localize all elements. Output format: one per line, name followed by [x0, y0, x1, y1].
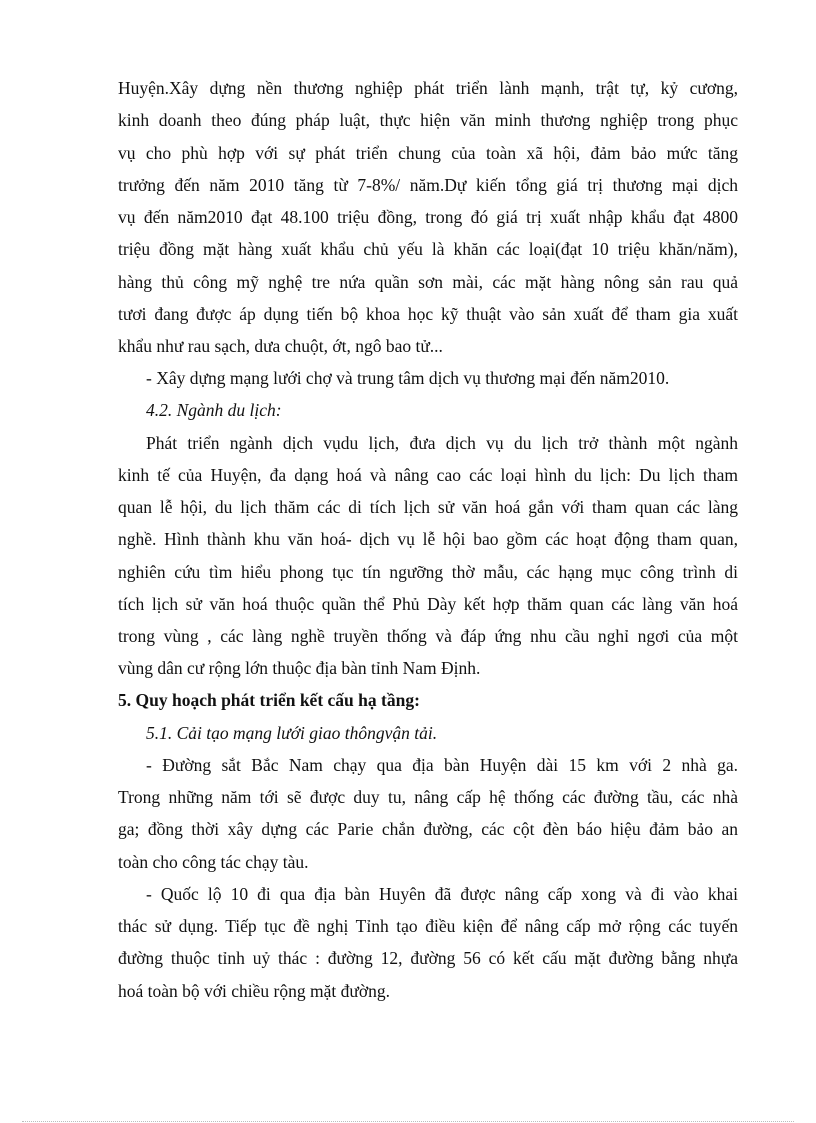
text-line: nghiên cứu tìm hiểu phong tục tín ngưỡng thờ mẫu, các hạng mục công trình di [118, 562, 738, 582]
text-line: ga; đồng thời xây dựng các Parie chắn đường, các cột đèn báo hiệu đảm bảo an [118, 819, 738, 839]
page-bottom-divider [22, 1121, 794, 1122]
text-line: trong vùng , các làng nghề truyền thống và đáp ứng nhu cầu nghỉ ngơi của một [118, 626, 738, 646]
text-line: kinh tế của Huyện, đa dạng hoá và nâng cao các loại hình du lịch: Du lịch tham [118, 465, 738, 485]
bullet-item: - Quốc lộ 10 đi qua địa bàn Huyên đã được nâng cấp xong và đi vào khai [146, 884, 738, 904]
text-line: nghề. Hình thành khu văn hoá- dịch vụ lễ hội bao gồm các hoạt động tham quan, [118, 529, 738, 549]
text-line: quan lễ hội, du lịch thăm các di tích lịch sử văn hoá gắn với tham quan các làng [118, 497, 738, 517]
text-line: Trong những năm tới sẽ được duy tu, nâng cấp hệ thống các đường tầu, các nhà [118, 787, 738, 807]
text-line: toàn cho công tác chạy tàu. [118, 852, 309, 872]
text-line: trưởng đến năm 2010 tăng từ 7-8%/ năm.Dự kiến tổng giá trị thương mại dịch [118, 175, 738, 195]
text-line: thác sử dụng. Tiếp tục đề nghị Tỉnh tạo điều kiện để nâng cấp mở rộng các tuyến [118, 916, 738, 936]
bullet-item: - Xây dựng mạng lưới chợ và trung tâm dịch vụ thương mại đến năm2010. [146, 368, 670, 388]
text-line: vùng dân cư rộng lớn thuộc địa bàn tỉnh Nam Định. [118, 658, 481, 678]
text-line: khẩu như rau sạch, dưa chuột, ớt, ngô bao tử... [118, 336, 443, 356]
text-line: hoá toàn bộ với chiều rộng mặt đường. [118, 981, 390, 1001]
subsection-heading: 5.1. Cải tạo mạng lưới giao thôngvận tải. [146, 723, 438, 743]
text-line: vụ cho phù hợp với sự phát triển chung của toàn xã hội, đảm bảo mức tăng [118, 143, 738, 163]
subsection-heading: 4.2. Ngành du lịch: [146, 400, 282, 420]
text-line: kinh doanh theo đúng pháp luật, thực hiện văn minh thương nghiệp trong phục [118, 110, 738, 130]
text-line: triệu đồng mặt hàng xuất khẩu chủ yếu là khăn các loại(đạt 10 triệu khăn/năm), [118, 239, 738, 259]
text-line: Huyện.Xây dựng nền thương nghiệp phát triển lành mạnh, trật tự, kỷ cương, [118, 78, 738, 98]
text-line: tươi đang được áp dụng tiến bộ khoa học kỹ thuật vào sản xuất để tham gia xuất [118, 304, 738, 324]
text-line: vụ đến năm2010 đạt 48.100 triệu đồng, trong đó giá trị xuất nhập khẩu đạt 4800 [118, 207, 738, 227]
text-line: hàng thủ công mỹ nghệ tre nứa quần sơn mài, các mặt hàng nông sản rau quả [118, 272, 738, 292]
section-heading: 5. Quy hoạch phát triển kết cấu hạ tầng: [118, 690, 420, 710]
bullet-item: - Đường sắt Bắc Nam chạy qua địa bàn Huyện dài 15 km với 2 nhà ga. [146, 755, 738, 775]
text-line: đường thuộc tỉnh uỷ thác : đường 12, đường 56 có kết cấu mặt đường bằng nhựa [118, 948, 738, 968]
text-line: Phát triển ngành dịch vụdu lịch, đưa dịch vụ du lịch trở thành một ngành [146, 433, 738, 453]
text-line: tích lịch sử văn hoá thuộc quần thể Phủ Dày kết hợp thăm quan các làng văn hoá [118, 594, 738, 614]
